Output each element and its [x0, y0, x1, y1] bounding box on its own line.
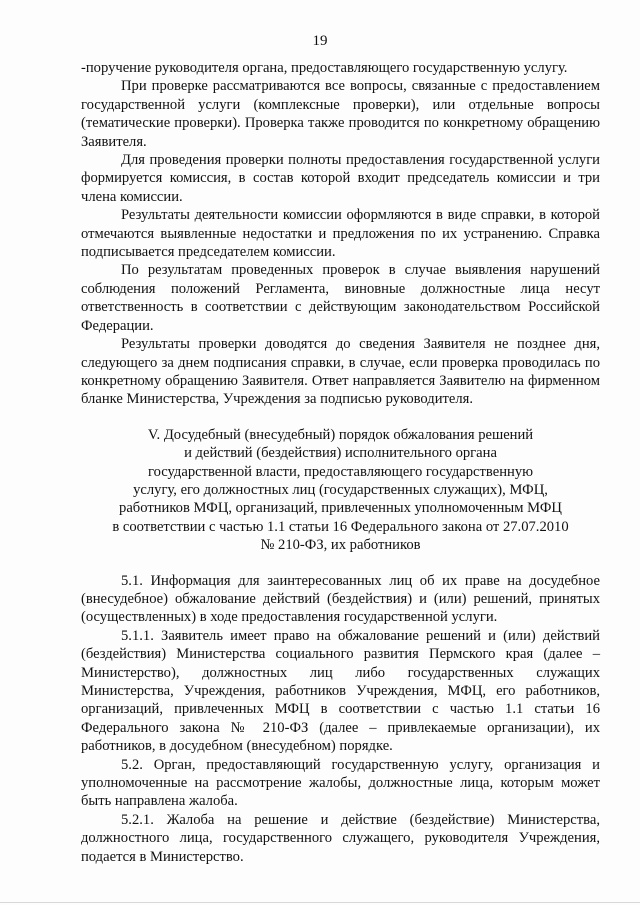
paragraph: Результаты проверки доводятся до сведения Заявителя не позднее дня, следующего за днем подписания справки, в случае, если проверка проводилась по конкретному обращению Заявителя. Ответ направляется Заявителю на фирменном бланке Министерства, Учреждения за подписью руководителя.: [81, 336, 600, 408]
section-heading-line: государственной власти, предоставляющего государственную: [147, 463, 534, 480]
paragraph: 5.2.1. Жалоба на решение и действие (бездействие) Министерства, должностного лица, государственного служащего, руководителя Учреждения, подается в Министерство.: [81, 811, 600, 865]
section-heading-line: V. Досудебный (внесудебный) порядок обжалования решений: [147, 426, 534, 443]
paragraph: По результатам проведенных проверок в случае выявления нарушений соблюдения положений Регламента, виновные должностные лица несут ответственность в соответствии с действующим законодательством Российской Федерации.: [81, 262, 600, 334]
paragraph: 5.2. Орган, предоставляющий государственную услугу, организация и уполномоченные на рассмотрение жалобы, должностные лица, которым может быть направлена жалоба.: [81, 756, 600, 810]
section-heading-line: услугу, его должностных лиц (государственных служащих), МФЦ,: [133, 481, 548, 498]
section-heading: [81, 426, 600, 555]
page-number: 19: [312, 33, 328, 49]
section-heading-line: № 210-ФЗ, их работников: [260, 537, 421, 554]
paragraph: 5.1.1. Заявитель имеет право на обжалование решений и (или) действий (бездействия) Министерства социального развития Пермского края (далее – Министерство), должностных лиц либо государственных служащих Министерства, Учреждения, работников Учреждения, МФЦ, его работников, организаций, привлеченных МФЦ в соответствии с частью 1.1 статьи 16 Федерального закона № 210-ФЗ (далее – привлекаемые организации), их работников, в досудебном (внесудебном) порядке.: [81, 627, 600, 755]
paragraph: Для проведения проверки полноты предоставления государственной услуги формируется комиссия, в состав которой входит председатель комиссии и три члена комиссии.: [81, 152, 600, 205]
document-body: [81, 59, 600, 866]
section-heading-line: работников МФЦ, организаций, привлеченных уполномоченным МФЦ: [119, 500, 562, 517]
section-heading-line: и действий (бездействия) исполнительного органа: [184, 445, 497, 462]
section-heading-line: в соответствии с частью 1.1 статьи 16 Федерального закона от 27.07.2010: [112, 518, 569, 535]
paragraph: Результаты деятельности комиссии оформляются в виде справки, в которой отмечаются выявленные недостатки и предложения по их устранению. Справка подписывается председателем комиссии.: [81, 207, 600, 261]
paragraph: -поручение руководителя органа, предоставляющего государственную услугу.: [81, 60, 568, 76]
scan-edge: [0, 902, 640, 903]
paragraph: При проверке рассматриваются все вопросы, связанные с предоставлением государственной услуги (комплексные проверки), или отдельные вопросы (тематические проверки). Проверка также проводится по конкретному обращению Заявителя.: [81, 78, 600, 150]
paragraph: 5.1. Информация для заинтересованных лиц об их праве на досудебное (внесудебное) обжалование действий (бездействия) и (или) решений, принятых (осуществленных) в ходе предоставления государственной услуги.: [81, 572, 600, 626]
